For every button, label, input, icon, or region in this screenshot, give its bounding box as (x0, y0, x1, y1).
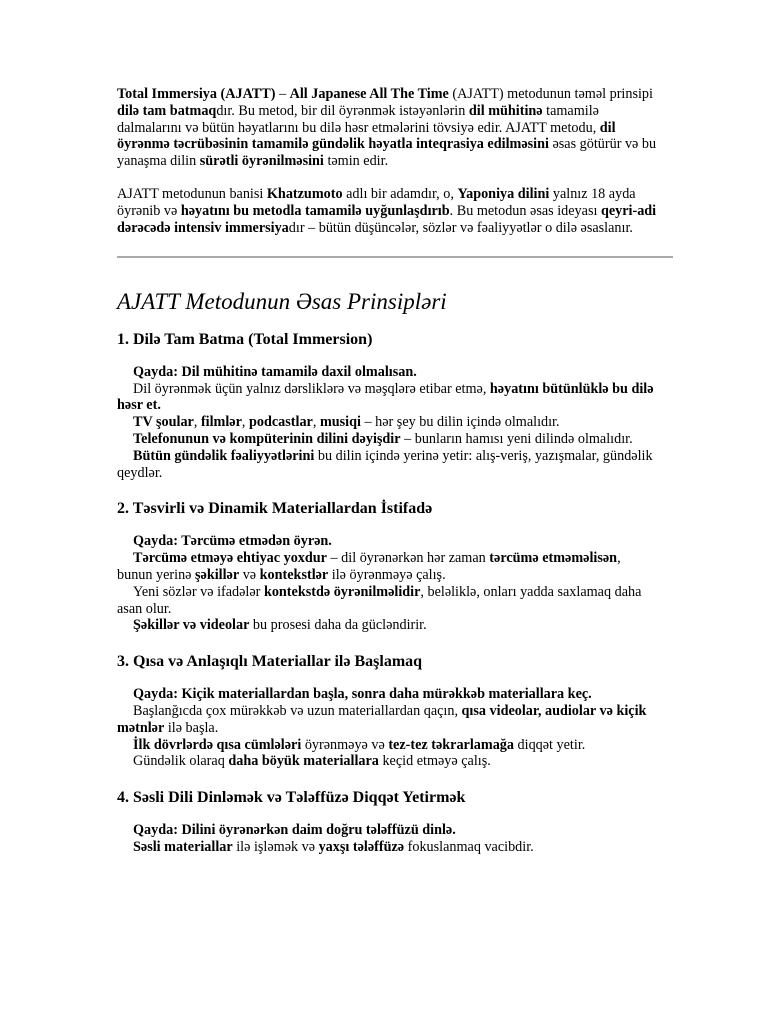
body-line (117, 431, 657, 448)
bold-text: tez-tez təkrarlamağa (388, 736, 514, 753)
intro-paragraph-2 (117, 186, 657, 236)
text-run: Başlanğıcda çox mürəkkəb və uzun materiallardan qaçın, (133, 703, 462, 720)
bold-text: şəkillər (195, 567, 240, 584)
section-body (117, 686, 657, 770)
section-heading: 1. Dilə Tam Batma (Total Immersion) (117, 330, 373, 348)
intro-section (117, 86, 672, 237)
indent (117, 381, 133, 397)
section-body (117, 533, 657, 634)
text-run: Yeni sözlər və ifadələr (133, 583, 264, 600)
text-run: , bunun yerinə (117, 550, 621, 584)
text-run: və (239, 567, 260, 584)
body-line (117, 533, 657, 550)
indent (117, 703, 133, 719)
bold-text: filmlər (200, 414, 242, 431)
bold-text: dil öyrənmə təcrübəsinin tamamilə gündəlik həyatla inteqrasiya edilməsini (117, 119, 616, 153)
bold-text: kontekstlər (259, 567, 329, 584)
text-run: keçid etməyə çalış. (378, 753, 491, 770)
bold-text: Qayda: Dil mühitinə tamamilə daxil olmalısan. (133, 363, 417, 380)
bold-text: Şəkillər və videolar (133, 617, 250, 634)
bold-text: yaxşı tələffüzə (318, 839, 405, 856)
body-line (117, 584, 657, 618)
text-run: – hər şey bu dilin içində olmalıdır. (360, 414, 560, 431)
indent (117, 431, 133, 447)
indent (117, 822, 133, 838)
text-run: , beləliklə, onları yadda saxlamaq daha asan olur. (117, 583, 642, 617)
body-line (117, 550, 657, 584)
bold-text: qeyri-adi dərəcədə intensiv immersiya (117, 203, 657, 237)
bold-text: kontekstdə öyrənilməlidir (263, 583, 421, 600)
indent (117, 533, 133, 549)
text-run: , (193, 414, 201, 431)
text-run: Gündəlik olaraq (133, 753, 229, 770)
indent (117, 414, 133, 430)
section-3 (117, 652, 672, 770)
indent (117, 584, 133, 600)
indent (117, 839, 133, 855)
indent (117, 753, 133, 769)
body-line (117, 822, 657, 839)
section-4 (117, 788, 672, 856)
text-run: (AJATT) metodunun təməl prinsipi (448, 86, 653, 102)
indent (117, 617, 133, 633)
bold-text: qısa videolar, audiolar və kiçik mətnlər (117, 703, 647, 736)
text-run: təmin edir. (323, 153, 389, 170)
bold-text: Qayda: Tərcümə etmədən öyrən. (133, 533, 332, 550)
bold-text: Yaponiya dilini (457, 186, 550, 203)
bold-text: Səsli materiallar (133, 839, 233, 856)
section-body (117, 822, 657, 856)
bold-text: musiqi (319, 414, 361, 431)
bold-text: Khatzumoto (266, 186, 343, 203)
bold-text: podcastlar (249, 414, 313, 431)
bold-text: dil mühitinə (468, 102, 543, 119)
text-run: öyrənməyə və (301, 736, 389, 753)
body-line (117, 448, 657, 482)
indent (117, 448, 133, 464)
text-run: ilə işləmək və (232, 839, 319, 856)
bold-text: Tərcümə etməyə ehtiyac yoxdur (133, 550, 327, 567)
horizontal-divider (117, 256, 673, 258)
body-line (117, 617, 657, 634)
indent (117, 364, 133, 380)
text-run: AJATT metodunun banisi (117, 186, 267, 203)
text-run: ilə başla. (164, 719, 219, 736)
main-heading: AJATT Metodunun Əsas Prinsipləri (117, 288, 447, 314)
text-run: dır. Bu metod, bir dil öyrənmək istəyənlərin (216, 102, 469, 119)
text-run: adlı bir adamdır, o, (342, 186, 458, 203)
text-run: tamamilə dalmalarını və bütün həyatlarını bu dilə həsr etmələrini tövsiyə edir. AJATT metodu, (117, 102, 600, 136)
indent (117, 550, 133, 566)
text-run: fokuslanmaq vacibdir. (404, 839, 534, 856)
body-line (117, 686, 657, 703)
text-run: ilə öyrənməyə çalış. (328, 567, 446, 584)
bold-text: həyatını bu metodla tamamilə uyğunlaşdırıb (180, 203, 450, 220)
indent (117, 737, 133, 753)
bold-text: Telefonunun və kompüterinin dilini dəyişdir (133, 431, 401, 448)
text-run: , (312, 414, 320, 431)
section-2 (117, 499, 672, 634)
text-run: əsas götürür və bu yanaşma dilin (117, 136, 657, 170)
bold-text: Qayda: Dilini öyrənərkən daim doğru tələffüzü dinlə. (133, 822, 456, 839)
bold-text: daha böyük materiallara (228, 753, 379, 770)
section-1 (117, 330, 672, 482)
body-line (117, 703, 657, 737)
bold-text: Total Immersiya (AJATT) (117, 86, 276, 102)
body-line (117, 381, 657, 415)
indent (117, 686, 133, 702)
section-heading: 2. Təsvirli və Dinamik Materiallardan İstifadə (117, 500, 433, 518)
bold-text: Qayda: Kiçik materiallardan başla, sonra daha mürəkkəb materiallara keç. (133, 686, 592, 703)
text-run: diqqət yetir. (513, 736, 586, 753)
text-run: – dil öyrənərkən hər zaman (326, 550, 490, 567)
intro-paragraph-1 (117, 86, 657, 170)
bold-text: tərcümə etməməlisən (489, 550, 618, 567)
text-run: – bunların hamısı yeni dilində olmalıdır. (400, 431, 633, 448)
bold-text: sürətli öyrənilməsini (199, 153, 324, 170)
body-line (117, 737, 657, 754)
text-run: , (241, 414, 249, 431)
bold-text: Bütün gündəlik fəaliyyətlərini (133, 447, 315, 464)
text-run: dır – bütün düşüncələr, sözlər və fəaliyyətlər o dilə əsaslanır. (288, 220, 633, 237)
body-line (117, 753, 657, 770)
bold-text: TV şoular (133, 414, 194, 431)
section-heading: 3. Qısa və Anlaşıqlı Materiallar ilə Başlamaq (117, 653, 423, 671)
bold-text: İlk dövrlərdə qısa cümlələri (133, 736, 302, 753)
text-run: – (275, 86, 290, 102)
text-run: Dil öyrənmək üçün yalnız dərsliklərə və məşqlərə etibar etmə, (133, 380, 490, 397)
bold-text: dilə tam batmaq (117, 102, 217, 119)
text-run: bu dilin içində yerinə yetir: alış-veriş, yazışmalar, gündəlik qeydlər. (117, 447, 653, 481)
body-line (117, 364, 657, 381)
body-line (117, 839, 657, 856)
section-body (117, 364, 657, 482)
text-run: yalnız 18 ayda öyrənib və (117, 186, 636, 220)
text-run: bu prosesi daha da gücləndirir. (249, 617, 427, 634)
body-line (117, 414, 657, 431)
bold-text: All Japanese All The Time (289, 86, 449, 102)
bold-text: həyatını bütünlüklə bu dilə həsr et. (117, 380, 654, 414)
section-heading: 4. Səsli Dili Dinləmək və Tələffüzə Diqqət Yetirmək (117, 789, 466, 807)
text-run: . Bu metodun əsas ideyası (449, 203, 601, 220)
